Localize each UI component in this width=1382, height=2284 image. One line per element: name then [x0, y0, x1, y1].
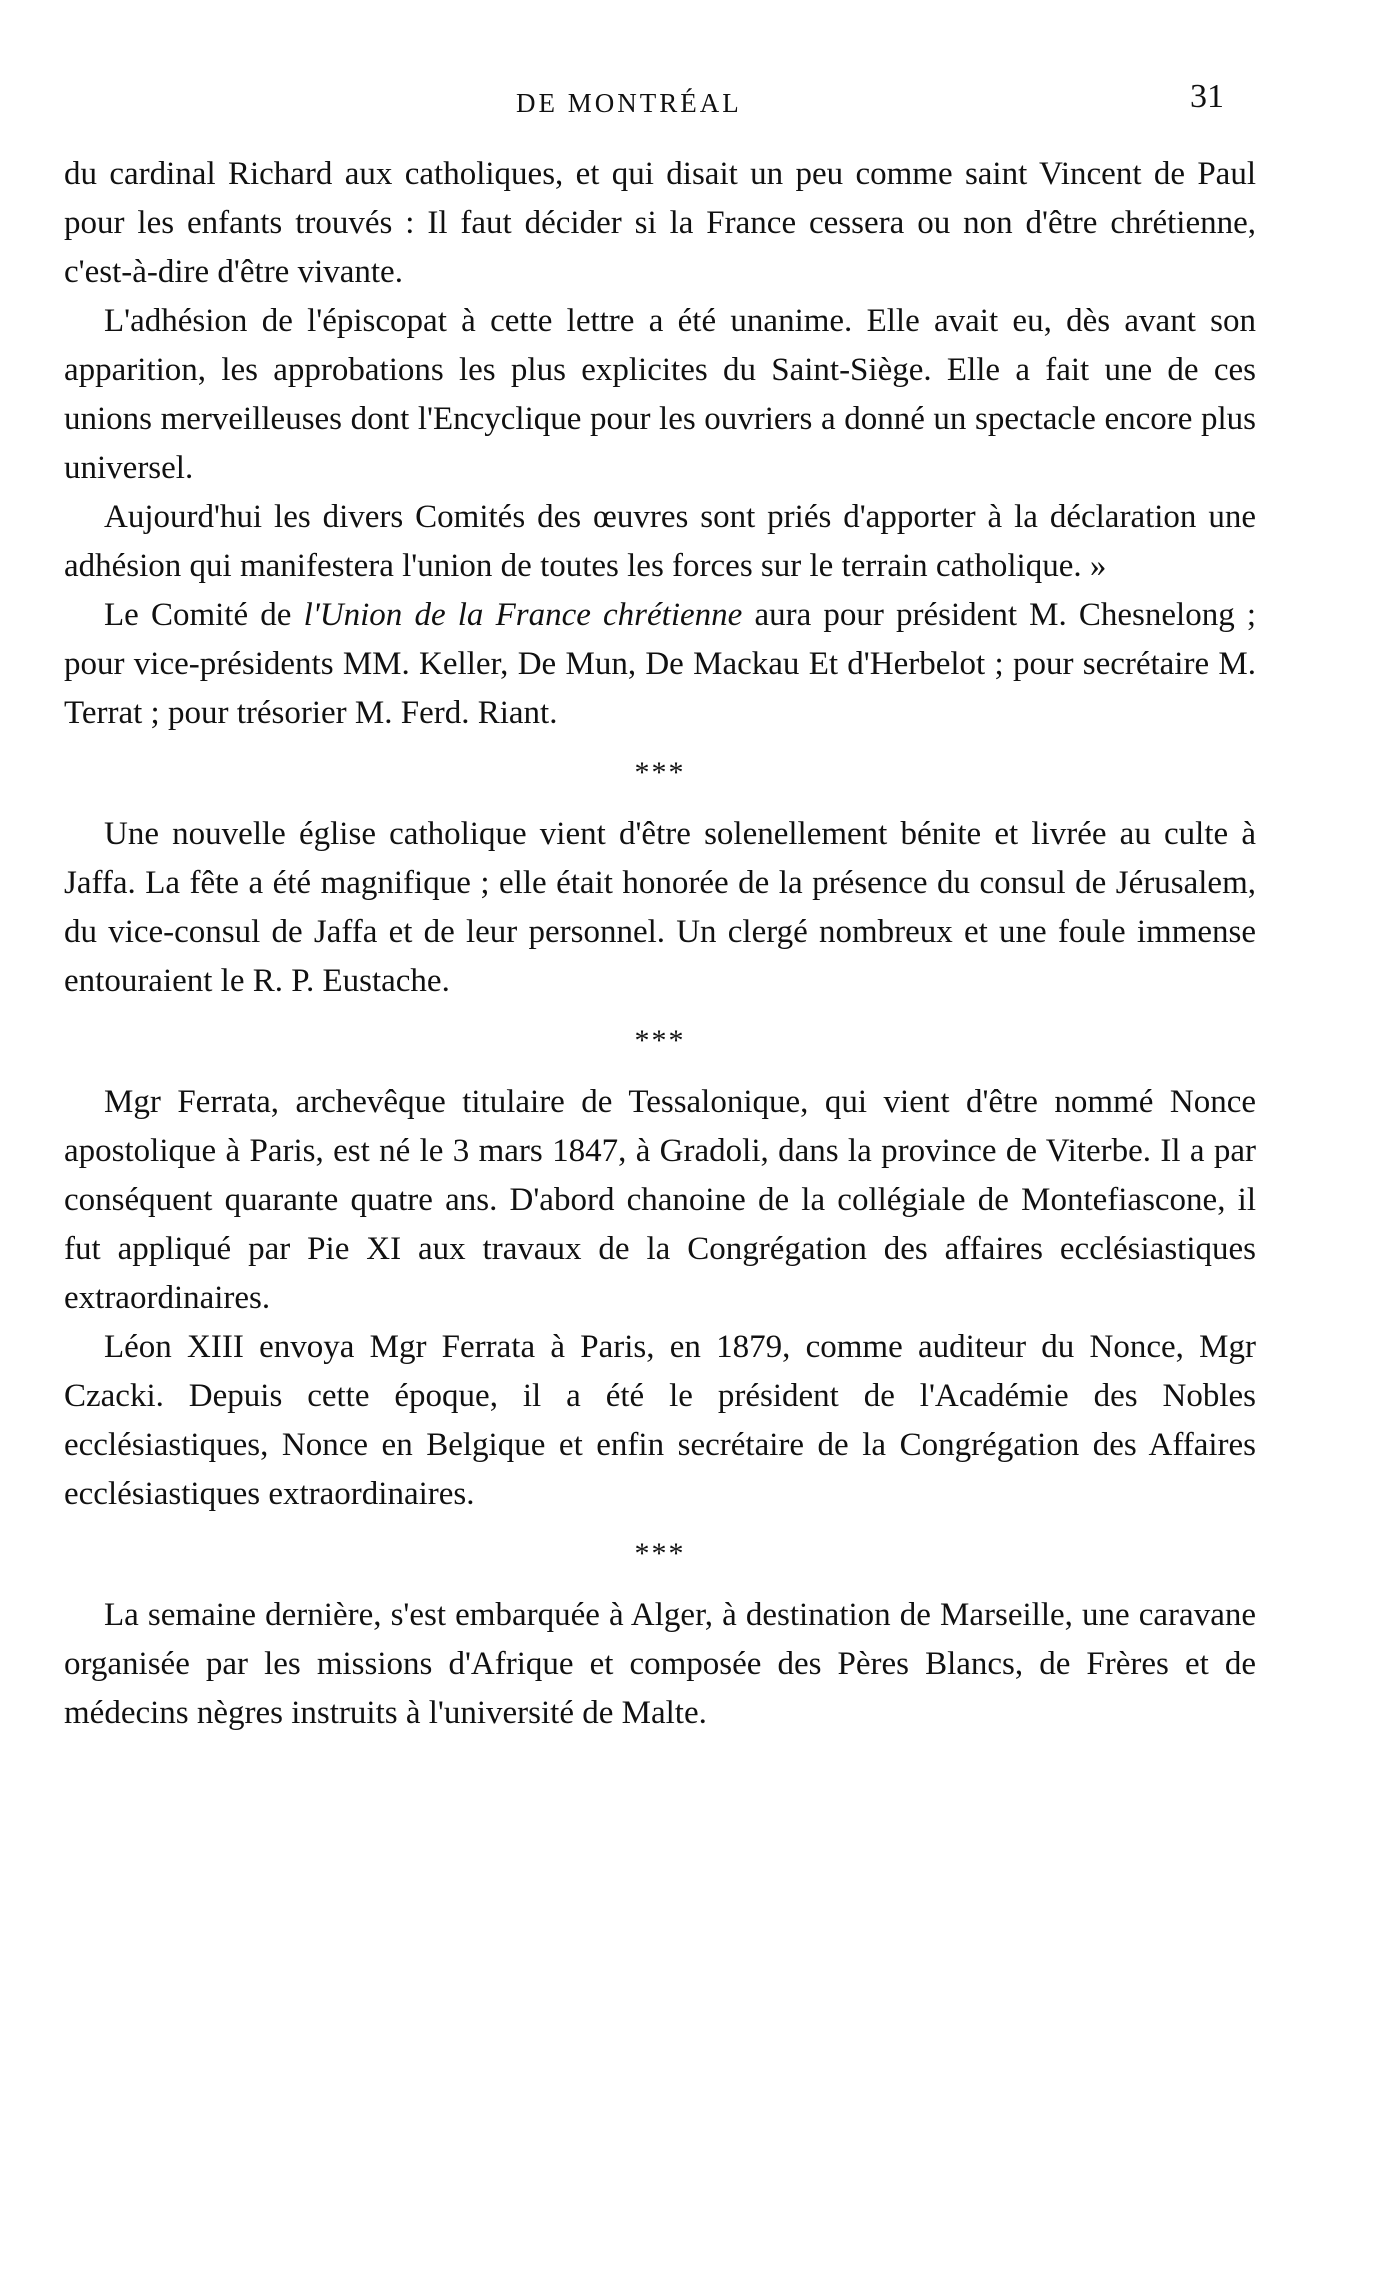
running-head	[0, 78, 1382, 128]
paragraph-text: du cardinal Richard aux catholiques, et qui disait un peu comme saint Vincent de Paul pour les enfants trouvés : Il faut décider si la France cessera ou non d'être chrétienne, c'est-à-dire d'être vivante.	[64, 156, 1256, 290]
paragraph-text: Une nouvelle église catholique vient d'être solenellement bénite et livrée au culte à Jaffa. La fête a été magnifique ; elle était honorée de la présence du consul de Jérusalem, du vice-consul de Jaffa et de leur personnel. Un clergé nombreux et une foule immense entouraient le R. P. Eustache.	[64, 816, 1256, 999]
paragraph-text: La semaine dernière, s'est embarquée à Alger, à destination de Marseille, une caravane organisée par les missions d'Afrique et composée des Pères Blancs, de Frères et de médecins nègres instruits à l'université de Malte.	[64, 1597, 1256, 1731]
paragraph-comites	[64, 493, 1256, 591]
paragraph-ferrata	[64, 1078, 1256, 1323]
paragraph-caravane	[64, 1591, 1256, 1738]
page-number: 31	[1190, 78, 1224, 115]
paragraph-text: aura pour président M. Chesnelong ; pour vice-présidents MM. Keller, De Mun, De Mackau Et d'Herbelot ; pour secrétaire M. Terrat ; pour trésorier M. Ferd. Riant.	[64, 597, 1257, 731]
paragraph-episcopat	[64, 297, 1256, 493]
paragraph-text: Le Comité de	[104, 597, 304, 633]
paragraph-text: Aujourd'hui les divers Comités des œuvres sont priés d'apporter à la déclaration une adhésion qui manifestera l'union de toutes les forces sur le terrain catholique. »	[64, 499, 1256, 584]
asterism-separator: ***	[634, 1537, 686, 1570]
paragraph-cardinal-richard	[64, 150, 1256, 297]
paragraph-text: L'adhésion de l'épiscopat à cette lettre a été unanime. Elle avait eu, dès avant son apparition, les approbations les plus explicites du Saint-Siège. Elle a fait une de ces unions merveilleuses dont l'Encyclique pour les ouvriers a donné un spectacle encore plus universel.	[64, 303, 1256, 486]
paragraph-text: Mgr Ferrata, archevêque titulaire de Tessalonique, qui vient d'être nommé Nonce apostolique à Paris, est né le 3 mars 1847, à Gradoli, dans la province de Viterbe. Il a par conséquent quarante quatre ans. D'abord chanoine de la collégiale de Montefiascone, il fut appliqué par Pie XI aux travaux de la Congrégation des affaires ecclésiastiques extraordinaires.	[64, 1084, 1256, 1316]
asterism-separator: ***	[634, 756, 686, 789]
paragraph-comite-union	[64, 591, 1256, 738]
running-title: DE MONTRÉAL	[516, 88, 742, 118]
asterism-separator: ***	[634, 1024, 686, 1057]
paragraph-jaffa	[64, 810, 1256, 1006]
paragraph-text: Léon XIII envoya Mgr Ferrata à Paris, en 1879, comme auditeur du Nonce, Mgr Czacki. Depuis cette époque, il a été le président de l'Académie des Nobles ecclésiastiques, Nonce en Belgique et enfin secrétaire de la Congrégation des Affaires ecclésiastiques extraordinaires.	[64, 1329, 1256, 1512]
italic-title: l'Union de la France chrétienne	[303, 597, 743, 633]
paragraph-leon-xiii	[64, 1323, 1256, 1519]
body-text	[64, 150, 1256, 1738]
